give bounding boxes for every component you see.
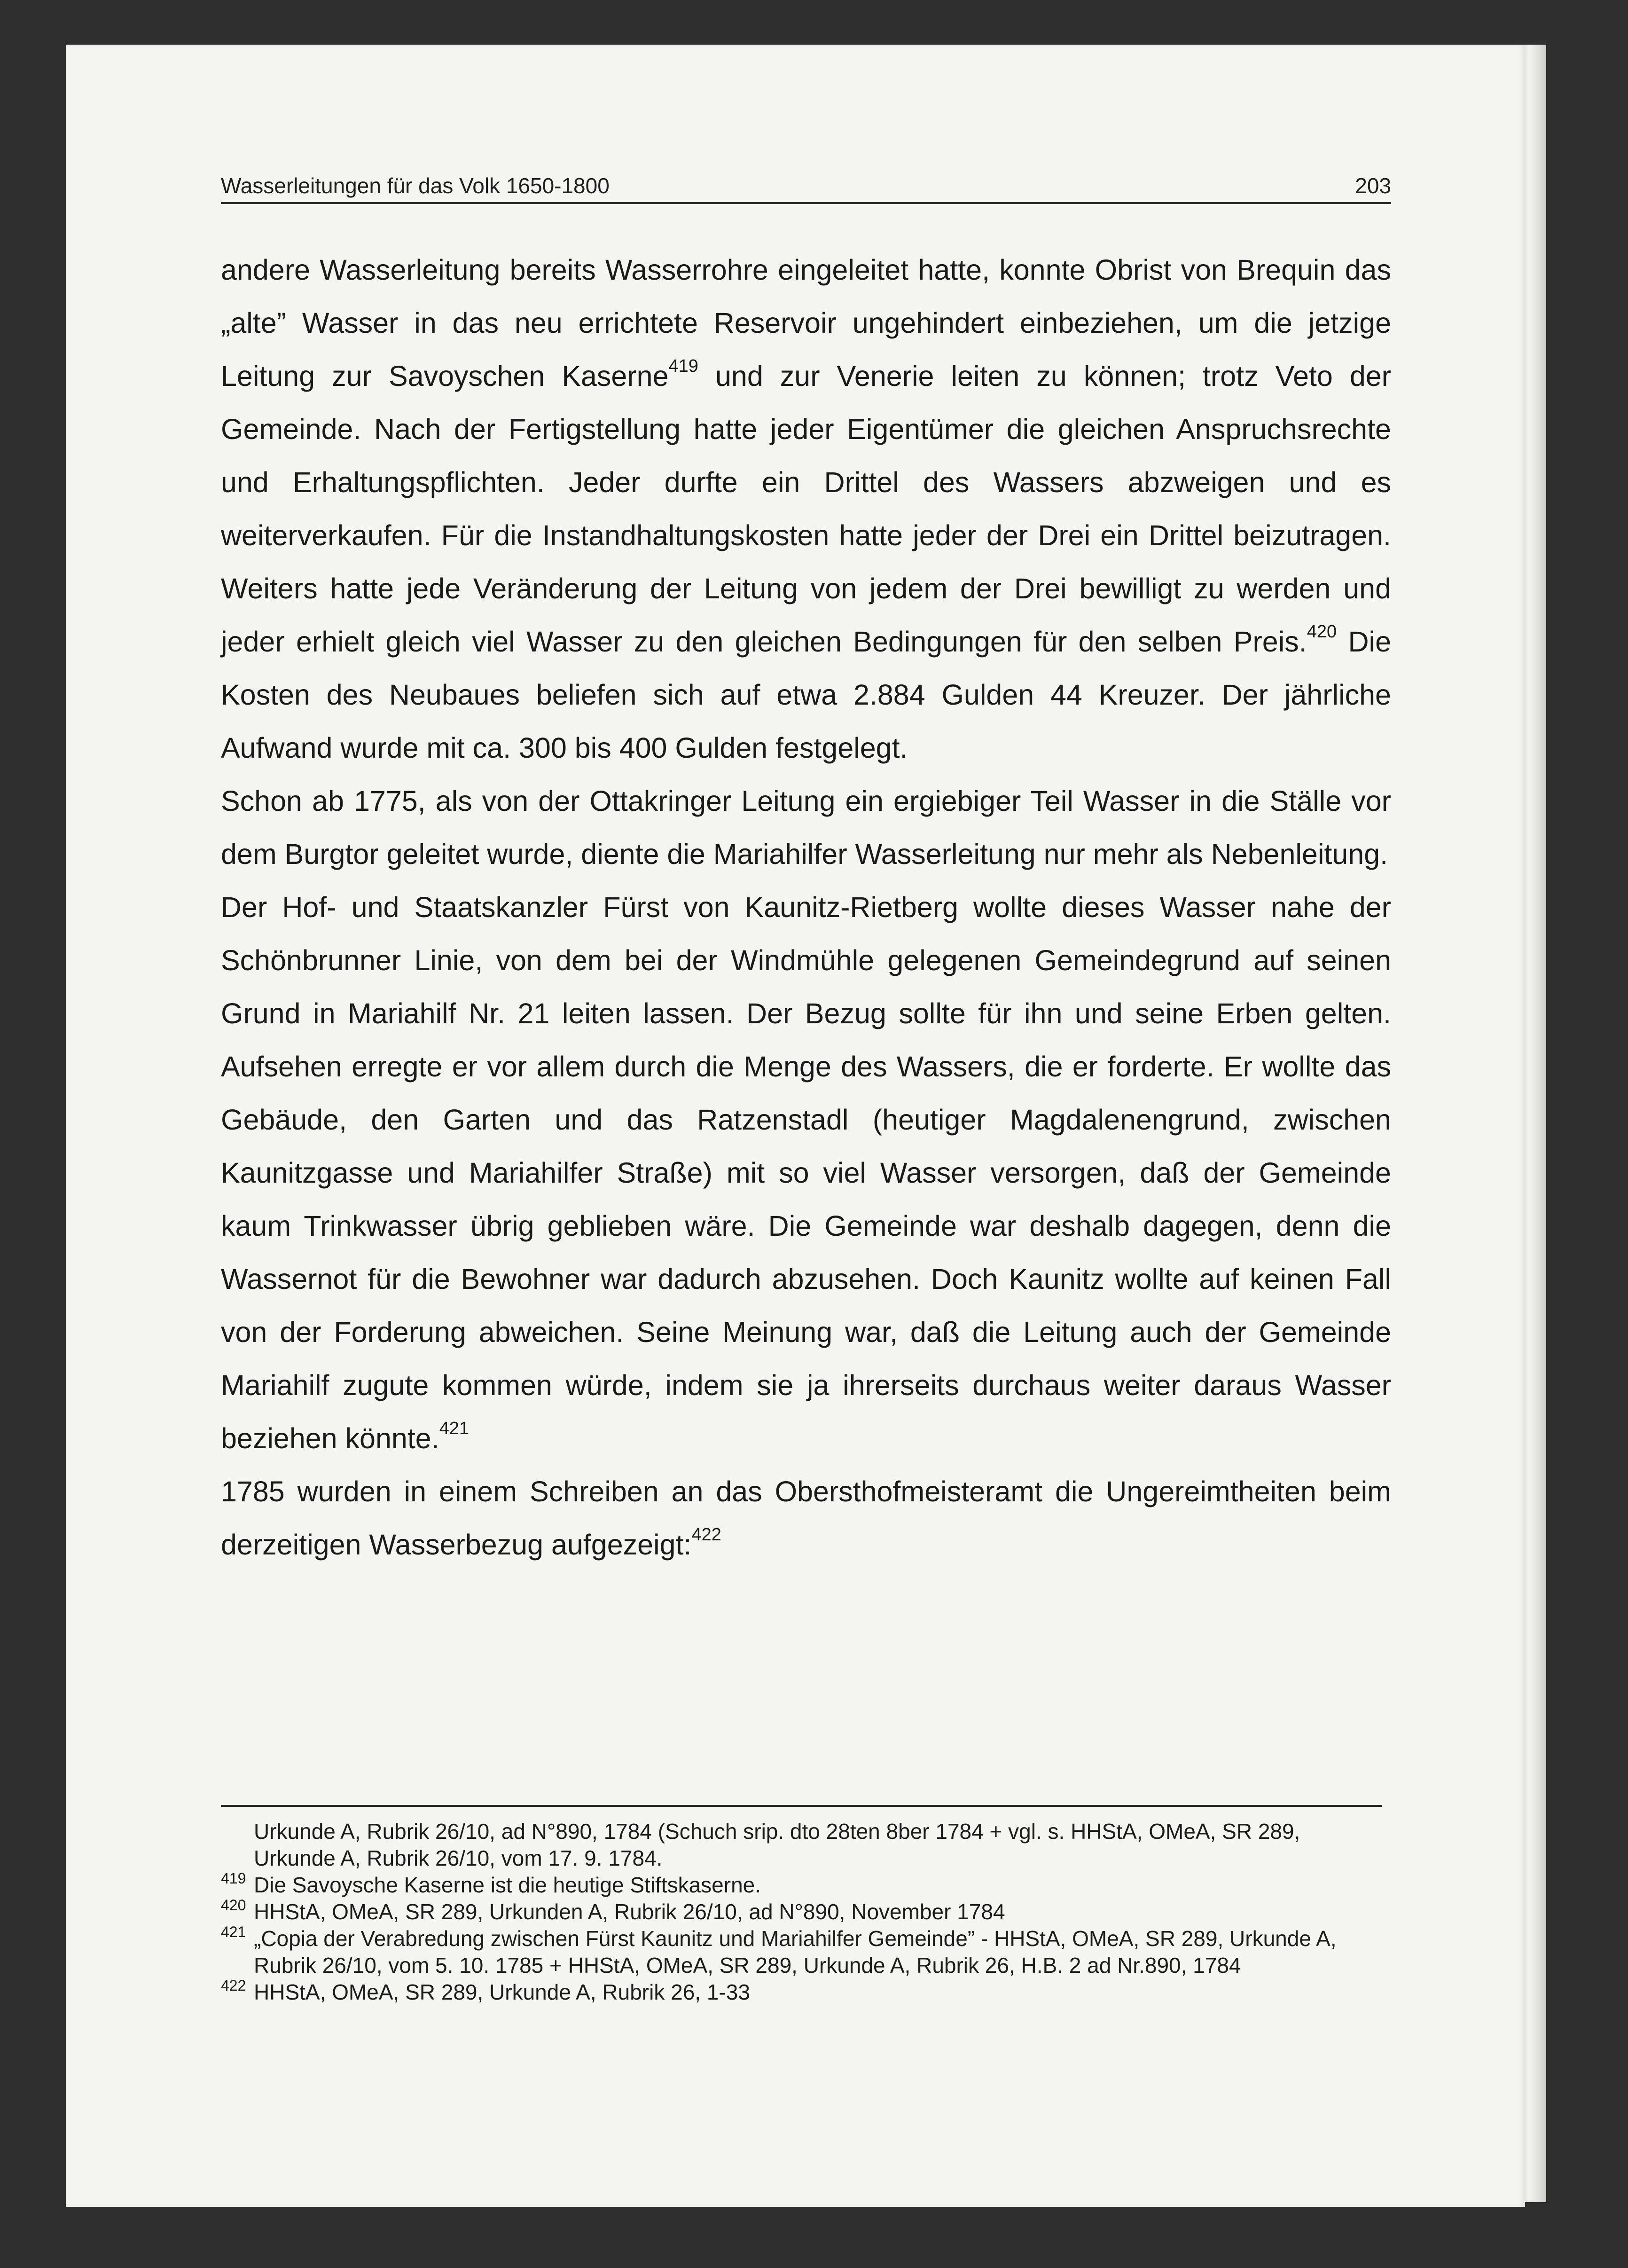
- footnote-text: Urkunde A, Rubrik 26/10, ad N°890, 1784 (Schuch srip. dto 28ten 8ber 1784 + vgl. s. HHStA, OMeA, SR 289, Urkunde A, Rubrik 26/10, vom 17. 9. 1784.: [254, 1819, 1300, 1870]
- footnote-separator: [221, 1805, 1382, 1807]
- footnote-text: HHStA, OMeA, SR 289, Urkunde A, Rubrik 26, 1-33: [254, 1980, 750, 2004]
- footnote-ref: 422: [691, 1525, 721, 1545]
- paragraph: [221, 775, 1391, 881]
- main-text: [221, 243, 1391, 1571]
- text-run: 1785 wurden in einem Schreiben an das Obersthofmeisteramt die Ungereimtheiten beim derzeitigen Wasserbezug aufgezeigt:: [221, 1475, 1391, 1561]
- footnote-number: 419: [221, 1870, 246, 1887]
- footnote-ref: 421: [439, 1419, 470, 1438]
- text-run: Schon ab 1775, als von der Ottakringer Leitung ein ergiebiger Teil Wasser in die Ställe vor dem Burgtor geleitet wurde, diente die Mariahilfer Wasserleitung nur mehr als Nebenleitung.: [221, 785, 1391, 870]
- footnote-text: „Copia der Verabredung zwischen Fürst Kaunitz und Mariahilfer Gemeinde” - HHStA, OMeA, SR 289, Urkunde A, Rubrik 26/10, vom 5. 10. 1785 + HHStA, OMeA, SR 289, Urkunde A, Rubrik 26, H.B. 2 ad Nr.890, 1784: [254, 1926, 1337, 1978]
- paragraph: [221, 881, 1391, 1465]
- page-number: 203: [1355, 173, 1391, 198]
- footnote: [221, 1818, 1372, 1872]
- text-run: Der Hof- und Staatskanzler Fürst von Kaunitz-Rietberg wollte dieses Wasser nahe der Schönbrunner Linie, von dem bei der Windmühle gelegenen Gemeindegrund auf seinen Grund in Mariahilf Nr. 21 leiten lassen. Der Bezug sollte für ihn und seine Erben gelten. Aufsehen erregte er vor allem durch die Menge des Wassers, die er forderte. Er wollte das Gebäude, den Garten und das Ratzenstadl (heutiger Magdalenengrund, zwischen Kaunitzgasse und Mariahilfer Straße) mit so viel Wasser versorgen, daß der Gemeinde kaum Trinkwasser übrig geblieben wäre. Die Gemeinde war deshalb dagegen, denn die Wassernot für die Bewohner war dadurch abzusehen. Doch Kaunitz wollte auf keinen Fall von der Forderung abweichen. Seine Meinung war, daß die Leitung auch der Gemeinde Mariahilf zugute kommen würde, indem sie ja ihrerseits durchaus weiter daraus Wasser beziehen könnte.: [221, 891, 1391, 1454]
- paragraph: [221, 243, 1391, 775]
- footnote-number: 421: [221, 1923, 246, 1940]
- footnote-text: Die Savoysche Kaserne ist die heutige Stiftskaserne.: [254, 1873, 761, 1897]
- text-run: Die Kosten des Neubaues beliefen sich auf etwa 2.884 Gulden 44 Kreuzer. Der jährliche Aufwand wurde mit ca. 300 bis 400 Gulden festgelegt.: [221, 626, 1391, 764]
- footnote: [221, 1979, 1372, 2006]
- paragraph: [221, 1465, 1391, 1571]
- footnote: [221, 1925, 1372, 1979]
- running-title: Wasserleitungen für das Volk 1650-1800: [221, 173, 610, 198]
- text-run: andere Wasserleitung bereits Wasserrohre eingeleitet hatte, konnte Obrist von Brequin das „alte” Wasser in das neu errichtete Reservoir ungehindert einbeziehen, um die jetzige Leitung zur Savoyschen Kaserne: [221, 254, 1391, 392]
- footnote-text: HHStA, OMeA, SR 289, Urkunden A, Rubrik 26/10, ad N°890, November 1784: [254, 1899, 1005, 1924]
- footnote-ref: 420: [1307, 622, 1337, 642]
- text-run: und zur Venerie leiten zu können; trotz Veto der Gemeinde. Nach der Fertigstellung hatte jeder Eigentümer die gleichen Anspruchsrechte und Erhaltungspflichten. Jeder durfte ein Drittel des Wassers abzweigen und es weiterverkaufen. Für die Instandhaltungskosten hatte jeder der Drei ein Drittel beizutragen. Weiters hatte jede Veränderung der Leitung von jedem der Drei bewilligt zu werden und jeder erhielt gleich viel Wasser zu den gleichen Bedingungen für den selben Preis.: [221, 360, 1391, 658]
- footnote: [221, 1872, 1372, 1899]
- footnote: [221, 1899, 1372, 1925]
- footnote-number: 422: [221, 1977, 246, 1994]
- footnotes: [221, 1818, 1372, 2006]
- footnote-number: 420: [221, 1897, 246, 1914]
- running-header: [221, 169, 1391, 204]
- footnote-ref: 419: [668, 356, 698, 376]
